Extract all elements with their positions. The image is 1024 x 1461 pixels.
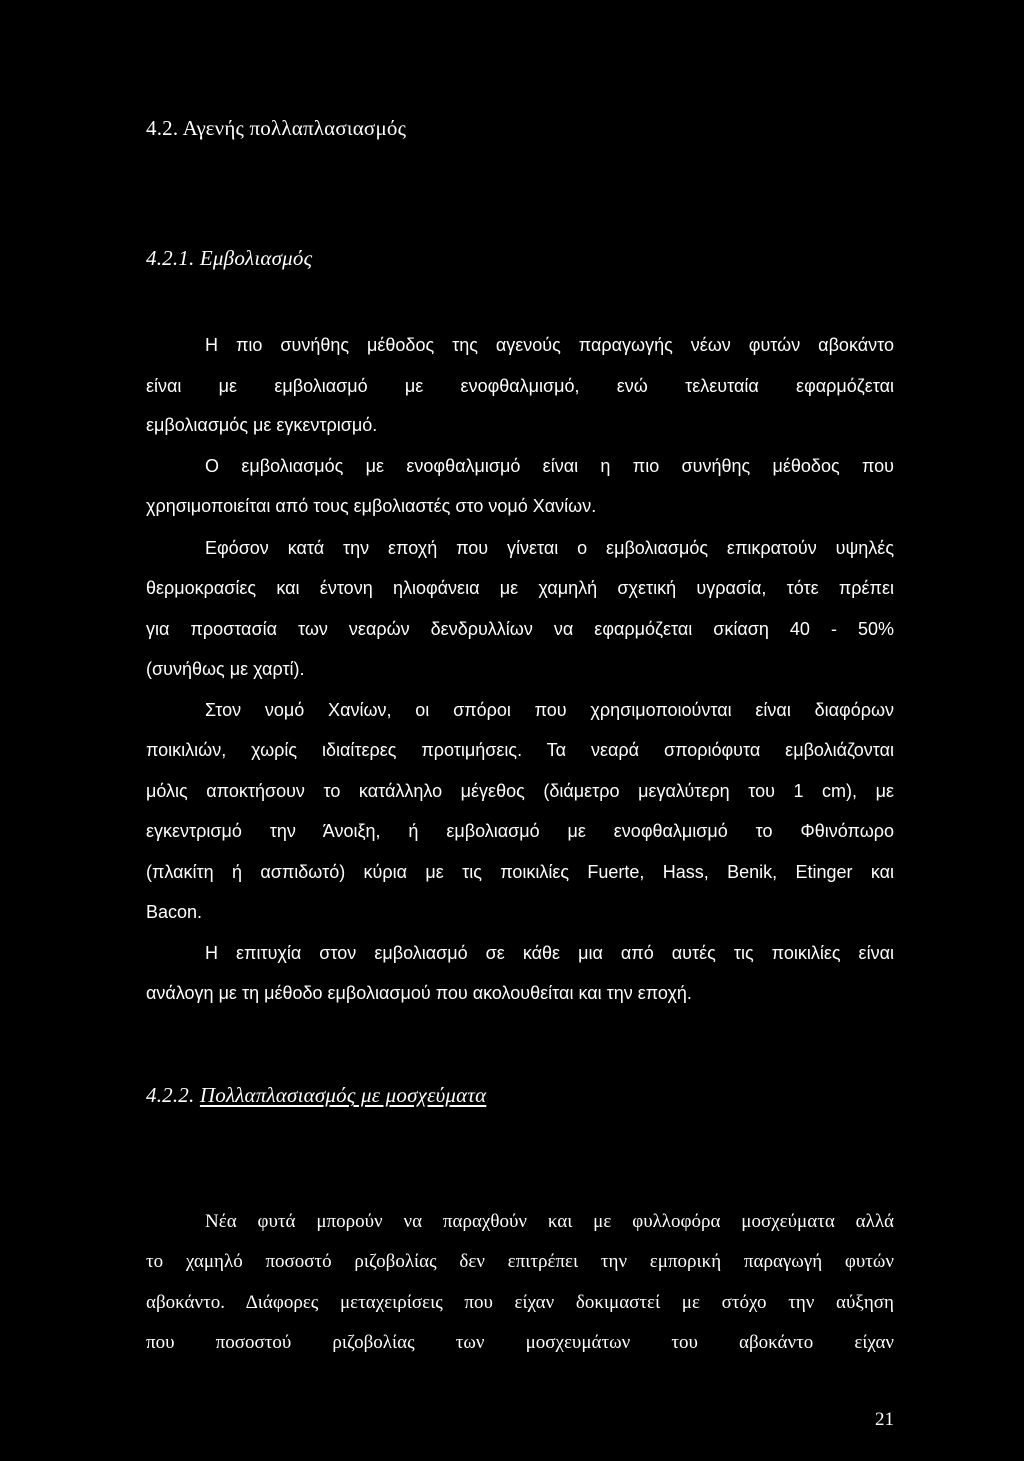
subsection-number: 4.2.2. <box>146 1083 195 1107</box>
body-line: εμβολιασμός με εγκεντρισμό. <box>146 415 378 435</box>
body-line: Ο εμβολιασμός με ενοφθαλμισμό είναι η πιο συνήθης μέθοδος που <box>205 456 894 476</box>
body-line: θερμοκρασίες και έντονη ηλιοφάνεια με χαμηλή σχετική υγρασία, τότε πρέπει <box>146 578 894 598</box>
body-line: Εφόσον κατά την εποχή που γίνεται ο εμβολιασμός επικρατούν υψηλές <box>205 538 894 558</box>
section-title <box>146 116 406 141</box>
subsection-title: Εμβολιασμός <box>199 246 313 270</box>
body-line: Η πιο συνήθης μέθοδος της αγενούς παραγωγής νέων φυτών αβοκάντο <box>205 335 894 355</box>
body-line: Η επιτυχία στον εμβολιασμό σε κάθε μια από αυτές τις ποικιλίες είναι <box>205 943 894 963</box>
body-line: που ποσοστού ριζοβολίας των μοσχευμάτων του αβοκάντο είχαν <box>146 1332 894 1353</box>
body-line: ποικιλιών, χωρίς ιδιαίτερες προτιμήσεις. Τα νεαρά σποριόφυτα εμβολιάζονται <box>146 740 894 760</box>
body-line: μόλις αποκτήσουν το κατάλληλο μέγεθος (διάμετρο μεγαλύτερη του 1 cm), με <box>146 781 894 801</box>
subsection-heading-grafting <box>146 246 312 271</box>
body-line: (συνήθως με χαρτί). <box>146 659 305 679</box>
section-title-text: 4.2. Αγενής πολλαπλασιασμός <box>146 116 407 140</box>
subsection-heading-cuttings <box>146 1083 486 1108</box>
body-line: Bacon. <box>146 902 203 922</box>
body-line: (πλακίτη ή ασπιδωτό) κύρια με τις ποικιλίες Fuerte, Hass, Benik, Etinger και <box>146 862 894 882</box>
body-line: για προστασία των νεαρών δενδρυλλίων να εφαρμόζεται σκίαση 40 - 50% <box>146 619 894 639</box>
subsection-number: 4.2.1. <box>146 246 195 270</box>
page-number: 21 <box>875 1409 894 1430</box>
subsection-title: Πολλαπλασιασμός με μοσχεύματα <box>199 1083 487 1107</box>
body-line: Στον νομό Χανίων, οι σπόροι που χρησιμοποιούνται είναι διαφόρων <box>205 700 894 720</box>
body-line: Νέα φυτά μπορούν να παραχθούν και με φυλλοφόρα μοσχεύματα αλλά <box>205 1211 894 1232</box>
body-line: χρησιμοποιείται από τους εμβολιαστές στο νομό Χανίων. <box>146 496 597 516</box>
body-line: είναι με εμβολιασμό με ενοφθαλμισμό, ενώ τελευταία εφαρμόζεται <box>146 376 894 396</box>
body-line: ανάλογη με τη μέθοδο εμβολιασμού που ακολουθείται και την εποχή. <box>146 983 692 1003</box>
body-line: το χαμηλό ποσοστό ριζοβολίας δεν επιτρέπει την εμπορική παραγωγή φυτών <box>146 1251 894 1272</box>
body-line: αβοκάντο. Διάφορες μεταχειρίσεις που είχαν δοκιμαστεί με στόχο την αύξηση <box>146 1292 894 1313</box>
body-line: εγκεντρισμό την Άνοιξη, ή εμβολιασμό με ενοφθαλμισμό το Φθινόπωρο <box>146 821 894 841</box>
